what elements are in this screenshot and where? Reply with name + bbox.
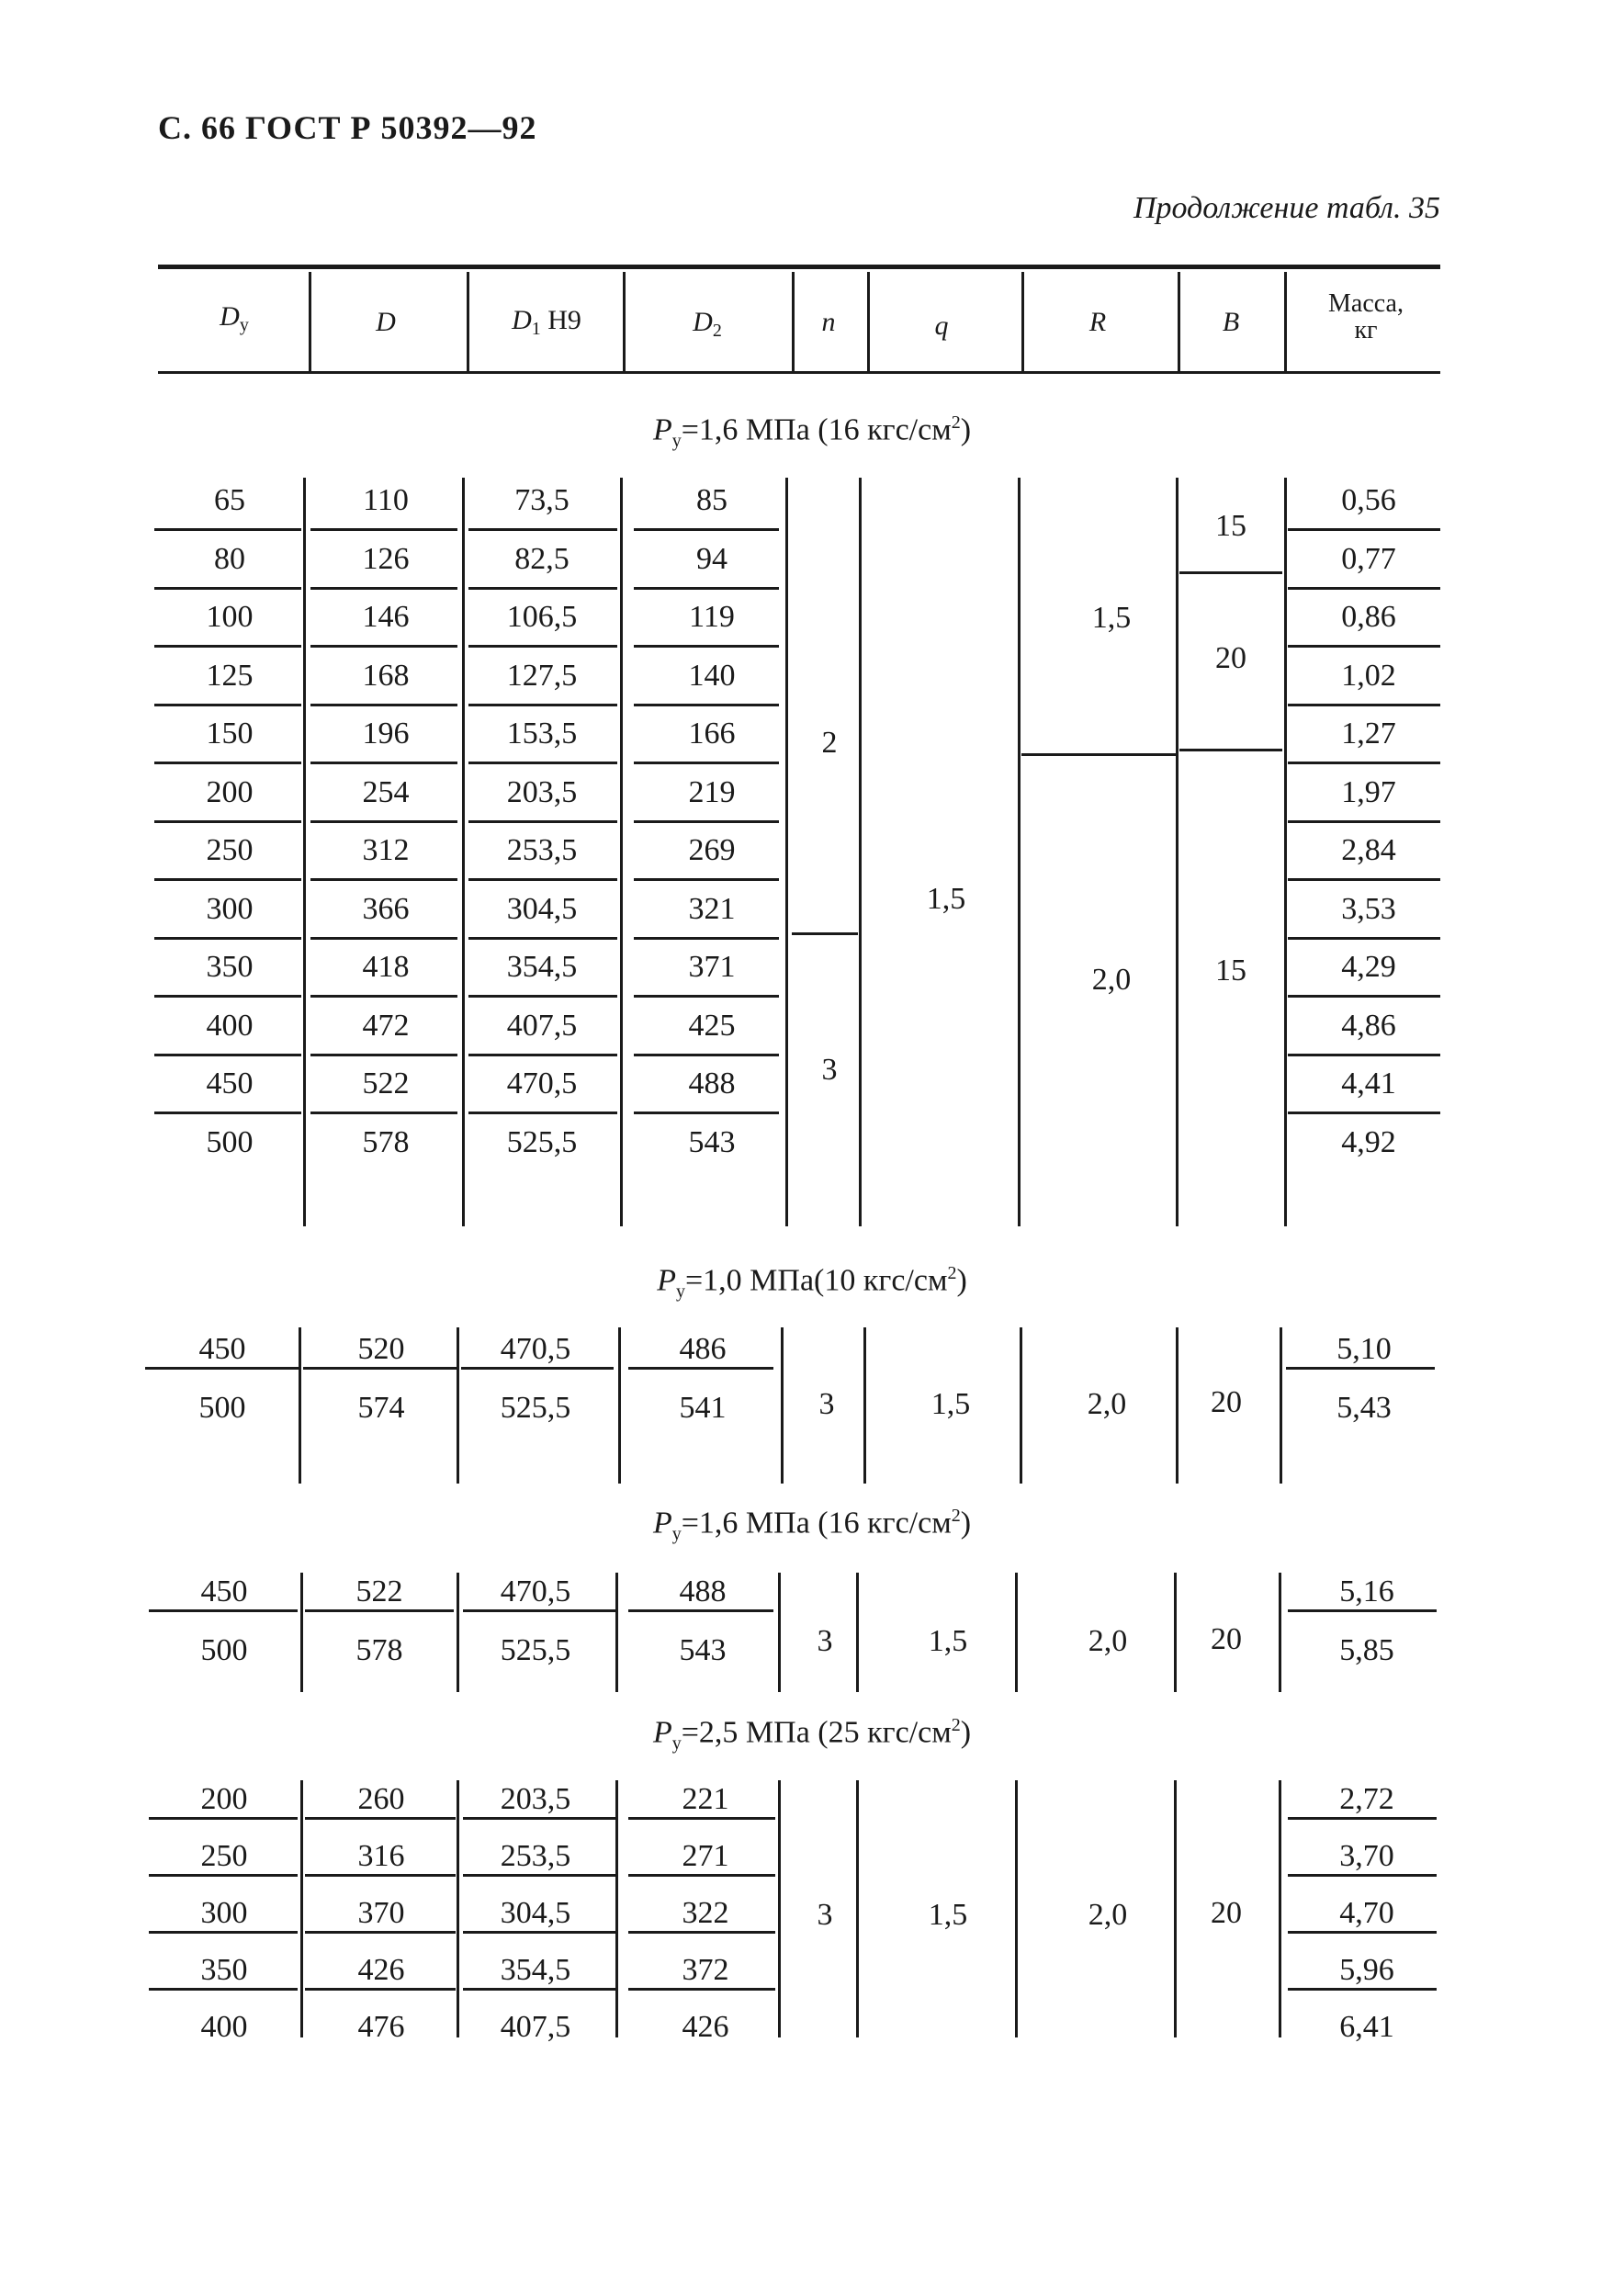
cell-q: 1,5: [928, 1898, 968, 1932]
cell-d: 578: [362, 1124, 410, 1159]
row-rule: [634, 937, 779, 940]
cell-d1: 525,5: [506, 1124, 578, 1159]
row-rule: [1288, 995, 1440, 998]
row-rule: [145, 1367, 299, 1370]
col-rule: [778, 1780, 781, 2037]
row-rule: [628, 1609, 773, 1612]
cell-dy: 80: [214, 541, 245, 576]
cell-dy: 65: [214, 483, 245, 517]
page-header: С. 66 ГОСТ Р 50392—92: [158, 109, 537, 146]
header-col-sep: [309, 272, 311, 371]
row-rule: [154, 995, 301, 998]
cell-d1: 106,5: [506, 600, 578, 634]
cell-mass: 3,53: [1341, 891, 1396, 926]
cell-d2: 166: [688, 717, 736, 750]
row-rule: [310, 587, 457, 590]
row-rule: [310, 1112, 457, 1114]
col-header-q: q: [934, 310, 949, 341]
cell-dy: 250: [206, 833, 254, 867]
row-rule: [792, 932, 858, 935]
row-rule: [1179, 571, 1282, 574]
row-rule: [634, 645, 779, 648]
cell-b: 20: [1211, 1622, 1242, 1656]
col-rule: [615, 1573, 618, 1692]
cell-mass: 5,85: [1339, 1633, 1394, 1667]
row-rule: [468, 704, 617, 706]
cell-d: 522: [355, 1574, 403, 1608]
col-rule: [1284, 478, 1287, 1226]
cell-d2: 269: [688, 833, 736, 867]
row-rule: [463, 1817, 615, 1820]
row-rule: [1288, 937, 1440, 940]
cell-d: 522: [362, 1066, 410, 1100]
row-rule: [1286, 1367, 1435, 1370]
row-rule: [1288, 1988, 1437, 1991]
row-rule: [310, 995, 457, 998]
row-rule: [463, 1988, 615, 1991]
cell-d1: 82,5: [514, 541, 570, 576]
row-rule: [468, 878, 617, 881]
cell-b: 15: [1215, 954, 1246, 988]
col-rule: [303, 478, 306, 1226]
cell-d2: 488: [679, 1574, 727, 1608]
cell-d: 574: [357, 1391, 405, 1425]
header-col-sep: [867, 272, 870, 371]
cell-d: 426: [357, 1953, 405, 1987]
row-rule: [634, 1054, 779, 1056]
header-col-sep: [623, 272, 626, 371]
cell-dy: 450: [198, 1332, 246, 1366]
cell-d2: 322: [682, 1896, 729, 1930]
row-rule: [468, 645, 617, 648]
cell-d2: 221: [682, 1782, 729, 1816]
cell-mass: 5,43: [1336, 1391, 1392, 1425]
cell-mass: 0,86: [1341, 600, 1396, 634]
row-rule: [468, 528, 617, 531]
row-rule: [305, 1988, 456, 1991]
row-rule: [1288, 1931, 1437, 1934]
cell-d1: 470,5: [500, 1574, 571, 1608]
row-rule: [634, 528, 779, 531]
col-rule: [457, 1573, 459, 1692]
row-rule: [154, 704, 301, 706]
cell-d1: 354,5: [506, 950, 578, 984]
cell-d2: 85: [696, 483, 727, 517]
row-rule: [634, 762, 779, 764]
col-header-n: n: [821, 307, 836, 337]
row-rule: [310, 1054, 457, 1056]
cell-mass: 2,84: [1341, 833, 1396, 867]
cell-mass: 4,41: [1341, 1066, 1396, 1100]
cell-d1: 253,5: [500, 1839, 571, 1873]
row-rule: [305, 1609, 454, 1612]
cell-d: 146: [362, 600, 410, 634]
col-rule: [1279, 1573, 1281, 1692]
cell-mass: 4,29: [1341, 950, 1396, 984]
col-rule: [457, 1327, 459, 1484]
cell-d2: 541: [679, 1391, 727, 1425]
cell-d1: 203,5: [500, 1782, 571, 1816]
row-rule: [149, 1931, 298, 1934]
col-header-b: B: [1222, 307, 1240, 337]
cell-d2: 321: [688, 891, 736, 926]
cell-d1: 153,5: [506, 717, 578, 750]
row-rule: [468, 587, 617, 590]
row-rule: [463, 1874, 615, 1877]
table-top-rule: [158, 265, 1440, 269]
cell-dy: 500: [198, 1391, 246, 1425]
col-rule: [1174, 1573, 1177, 1692]
row-rule: [1288, 878, 1440, 881]
col-header-d1: $D_1$ Н9: [512, 305, 581, 339]
row-rule: [1288, 1112, 1440, 1114]
row-rule: [1288, 645, 1440, 648]
row-rule: [149, 1817, 298, 1820]
col-rule: [300, 1780, 303, 2037]
cell-q: 1,5: [930, 1387, 971, 1421]
cell-dy: 150: [206, 717, 254, 750]
col-rule: [1279, 1780, 1281, 2037]
cell-r: 2,0: [1091, 963, 1132, 997]
section-title-1: $P_у=1,6$ МПа (16 кгс/$см^2$): [652, 412, 972, 452]
row-rule: [1288, 1874, 1437, 1877]
cell-d2: 426: [682, 2010, 729, 2044]
row-rule: [634, 587, 779, 590]
cell-dy: 500: [206, 1124, 254, 1159]
cell-d2: 371: [688, 950, 736, 984]
row-rule: [154, 762, 301, 764]
row-rule: [305, 1931, 456, 1934]
row-rule: [305, 1874, 456, 1877]
row-rule: [310, 704, 457, 706]
cell-n: 2: [821, 726, 838, 760]
cell-dy: 300: [200, 1896, 248, 1930]
cell-mass: 5,16: [1339, 1574, 1394, 1608]
cell-q: 1,5: [926, 882, 966, 916]
row-rule: [468, 995, 617, 998]
row-rule: [303, 1367, 457, 1370]
cell-d1: 407,5: [506, 1008, 578, 1043]
cell-dy: 200: [200, 1782, 248, 1816]
cell-d2: 119: [689, 600, 735, 634]
cell-r: 1,5: [1091, 601, 1132, 635]
row-rule: [463, 1609, 615, 1612]
cell-n: 3: [817, 1898, 833, 1932]
col-rule: [1176, 478, 1179, 1226]
col-rule: [300, 1573, 303, 1692]
col-rule: [1280, 1327, 1282, 1484]
row-rule: [154, 645, 301, 648]
row-rule: [149, 1874, 298, 1877]
cell-dy: 300: [206, 891, 254, 926]
row-rule: [154, 1112, 301, 1114]
cell-dy: 350: [206, 950, 254, 984]
row-rule: [468, 762, 617, 764]
row-rule: [305, 1817, 456, 1820]
cell-mass: 4,86: [1341, 1008, 1396, 1043]
cell-b: 20: [1211, 1385, 1242, 1419]
cell-dy: 400: [206, 1008, 254, 1043]
cell-d1: 304,5: [500, 1896, 571, 1930]
cell-d2: 94: [696, 541, 727, 576]
col-rule: [781, 1327, 784, 1484]
row-rule: [468, 1112, 617, 1114]
cell-d: 578: [355, 1633, 403, 1667]
cell-dy: 400: [200, 2010, 248, 2044]
cell-d2: 219: [688, 774, 736, 809]
col-rule: [778, 1573, 781, 1692]
cell-mass: 2,72: [1339, 1782, 1394, 1816]
section-title-2: $P_у=1,0$ МПа(10 кгс/$см^2$): [657, 1263, 967, 1303]
row-rule: [1021, 753, 1176, 756]
row-rule: [154, 878, 301, 881]
cell-r: 2,0: [1088, 1624, 1128, 1658]
col-rule: [457, 1780, 459, 2037]
cell-b: 20: [1211, 1896, 1242, 1930]
cell-dy: 350: [200, 1953, 248, 1987]
row-rule: [468, 937, 617, 940]
col-header-d2: $D_2$: [693, 307, 722, 341]
cell-mass: 1,97: [1341, 774, 1396, 809]
col-rule: [863, 1327, 866, 1484]
cell-dy: 450: [200, 1574, 248, 1608]
col-rule: [299, 1327, 301, 1484]
cell-d: 520: [357, 1332, 405, 1366]
row-rule: [310, 528, 457, 531]
cell-d1: 304,5: [506, 891, 578, 926]
cell-dy: 450: [206, 1066, 254, 1100]
row-rule: [149, 1609, 298, 1612]
cell-b: 20: [1215, 641, 1246, 675]
row-rule: [461, 1367, 614, 1370]
row-rule: [634, 878, 779, 881]
col-rule: [1174, 1780, 1177, 2037]
cell-mass: 5,10: [1336, 1332, 1392, 1366]
col-rule: [856, 1780, 859, 2037]
section-title-3: $P_у=1,6$ МПа (16 кгс/$см^2$): [652, 1506, 972, 1545]
row-rule: [310, 762, 457, 764]
row-rule: [628, 1874, 775, 1877]
row-rule: [154, 587, 301, 590]
cell-d: 418: [362, 950, 410, 984]
cell-dy: 500: [200, 1633, 248, 1667]
cell-d: 476: [357, 2010, 405, 2044]
cell-mass: 5,96: [1339, 1953, 1394, 1987]
row-rule: [154, 937, 301, 940]
cell-q: 1,5: [928, 1624, 968, 1658]
cell-d1: 73,5: [514, 483, 570, 517]
table-continuation-label: Продолжение табл. 35: [1133, 191, 1440, 225]
row-rule: [634, 1112, 779, 1114]
header-col-sep: [1284, 272, 1287, 371]
row-rule: [1288, 762, 1440, 764]
cell-d2: 486: [679, 1332, 727, 1366]
row-rule: [468, 1054, 617, 1056]
row-rule: [154, 1054, 301, 1056]
cell-d1: 525,5: [500, 1391, 571, 1425]
cell-d1: 470,5: [506, 1066, 578, 1100]
row-rule: [634, 995, 779, 998]
cell-d2: 543: [679, 1633, 727, 1667]
col-rule: [859, 478, 862, 1226]
row-rule: [634, 820, 779, 823]
cell-mass: 4,70: [1339, 1896, 1394, 1930]
row-rule: [1288, 820, 1440, 823]
col-rule: [1018, 478, 1021, 1226]
cell-d2: 488: [688, 1066, 736, 1100]
cell-n: 3: [817, 1624, 833, 1658]
row-rule: [628, 1931, 775, 1934]
row-rule: [310, 878, 457, 881]
row-rule: [1179, 749, 1282, 751]
cell-d: 260: [357, 1782, 405, 1816]
col-rule: [1020, 1327, 1022, 1484]
col-rule: [620, 478, 623, 1226]
cell-d2: 543: [688, 1124, 736, 1159]
col-rule: [856, 1573, 859, 1692]
row-rule: [463, 1931, 615, 1934]
cell-r: 2,0: [1088, 1898, 1128, 1932]
col-rule: [615, 1780, 618, 2037]
cell-d: 316: [357, 1839, 405, 1873]
row-rule: [1288, 1054, 1440, 1056]
cell-mass: 0,77: [1341, 541, 1396, 576]
cell-d: 254: [362, 774, 410, 809]
cell-d: 168: [362, 658, 410, 693]
row-rule: [1288, 587, 1440, 590]
row-rule: [149, 1988, 298, 1991]
cell-d2: 271: [682, 1839, 729, 1873]
section-title-4: $P_у=2,5$ МПа (25 кгс/$см^2$): [652, 1715, 972, 1755]
row-rule: [628, 1817, 775, 1820]
cell-d1: 253,5: [506, 833, 578, 867]
row-rule: [1288, 1609, 1437, 1612]
cell-d2: 140: [688, 658, 736, 693]
row-rule: [154, 528, 301, 531]
cell-d: 472: [362, 1008, 410, 1043]
col-rule: [1176, 1327, 1179, 1484]
cell-d2: 372: [682, 1953, 729, 1987]
row-rule: [310, 820, 457, 823]
cell-d: 196: [362, 717, 410, 750]
cell-mass: 1,02: [1341, 658, 1396, 693]
header-col-sep: [792, 272, 795, 371]
cell-d1: 407,5: [500, 2010, 571, 2044]
cell-n: 3: [821, 1053, 838, 1087]
cell-d1: 354,5: [500, 1953, 571, 1987]
cell-dy: 200: [206, 774, 254, 809]
cell-d1: 525,5: [500, 1633, 571, 1667]
cell-dy: 250: [200, 1839, 248, 1873]
cell-dy: 125: [206, 658, 254, 693]
cell-mass: 6,41: [1339, 2010, 1394, 2044]
row-rule: [310, 645, 457, 648]
cell-d2: 425: [688, 1008, 736, 1043]
cell-mass: 4,92: [1341, 1124, 1396, 1159]
col-header-d: D: [376, 307, 396, 337]
cell-d1: 203,5: [506, 774, 578, 809]
col-rule: [785, 478, 788, 1226]
table-header-bottom-rule: [158, 371, 1440, 374]
col-rule: [618, 1327, 621, 1484]
col-header-mass: Масса, кг: [1328, 289, 1404, 345]
cell-n: 3: [818, 1387, 835, 1421]
row-rule: [1288, 704, 1440, 706]
row-rule: [634, 704, 779, 706]
col-rule: [462, 478, 465, 1226]
row-rule: [154, 820, 301, 823]
header-col-sep: [1021, 272, 1024, 371]
cell-d1: 470,5: [500, 1332, 571, 1366]
row-rule: [628, 1988, 775, 1991]
cell-d: 126: [362, 541, 410, 576]
cell-mass: 3,70: [1339, 1839, 1394, 1873]
row-rule: [628, 1367, 773, 1370]
cell-d: 366: [362, 891, 410, 926]
cell-mass: 0,56: [1341, 483, 1396, 517]
row-rule: [310, 937, 457, 940]
cell-dy: 100: [206, 600, 254, 634]
cell-mass: 1,27: [1341, 717, 1396, 750]
header-col-sep: [1178, 272, 1180, 371]
col-rule: [1015, 1780, 1018, 2037]
row-rule: [1288, 1817, 1437, 1820]
header-col-sep: [467, 272, 469, 371]
cell-d1: 127,5: [506, 658, 578, 693]
col-header-r: R: [1088, 307, 1107, 337]
row-rule: [468, 820, 617, 823]
cell-d: 312: [362, 833, 410, 867]
col-rule: [1015, 1573, 1018, 1692]
cell-d: 110: [363, 483, 409, 517]
cell-r: 2,0: [1087, 1387, 1127, 1421]
row-rule: [1288, 528, 1440, 531]
cell-d: 370: [357, 1896, 405, 1930]
cell-b: 15: [1215, 509, 1246, 543]
col-header-dy: $D_у$: [220, 301, 249, 335]
